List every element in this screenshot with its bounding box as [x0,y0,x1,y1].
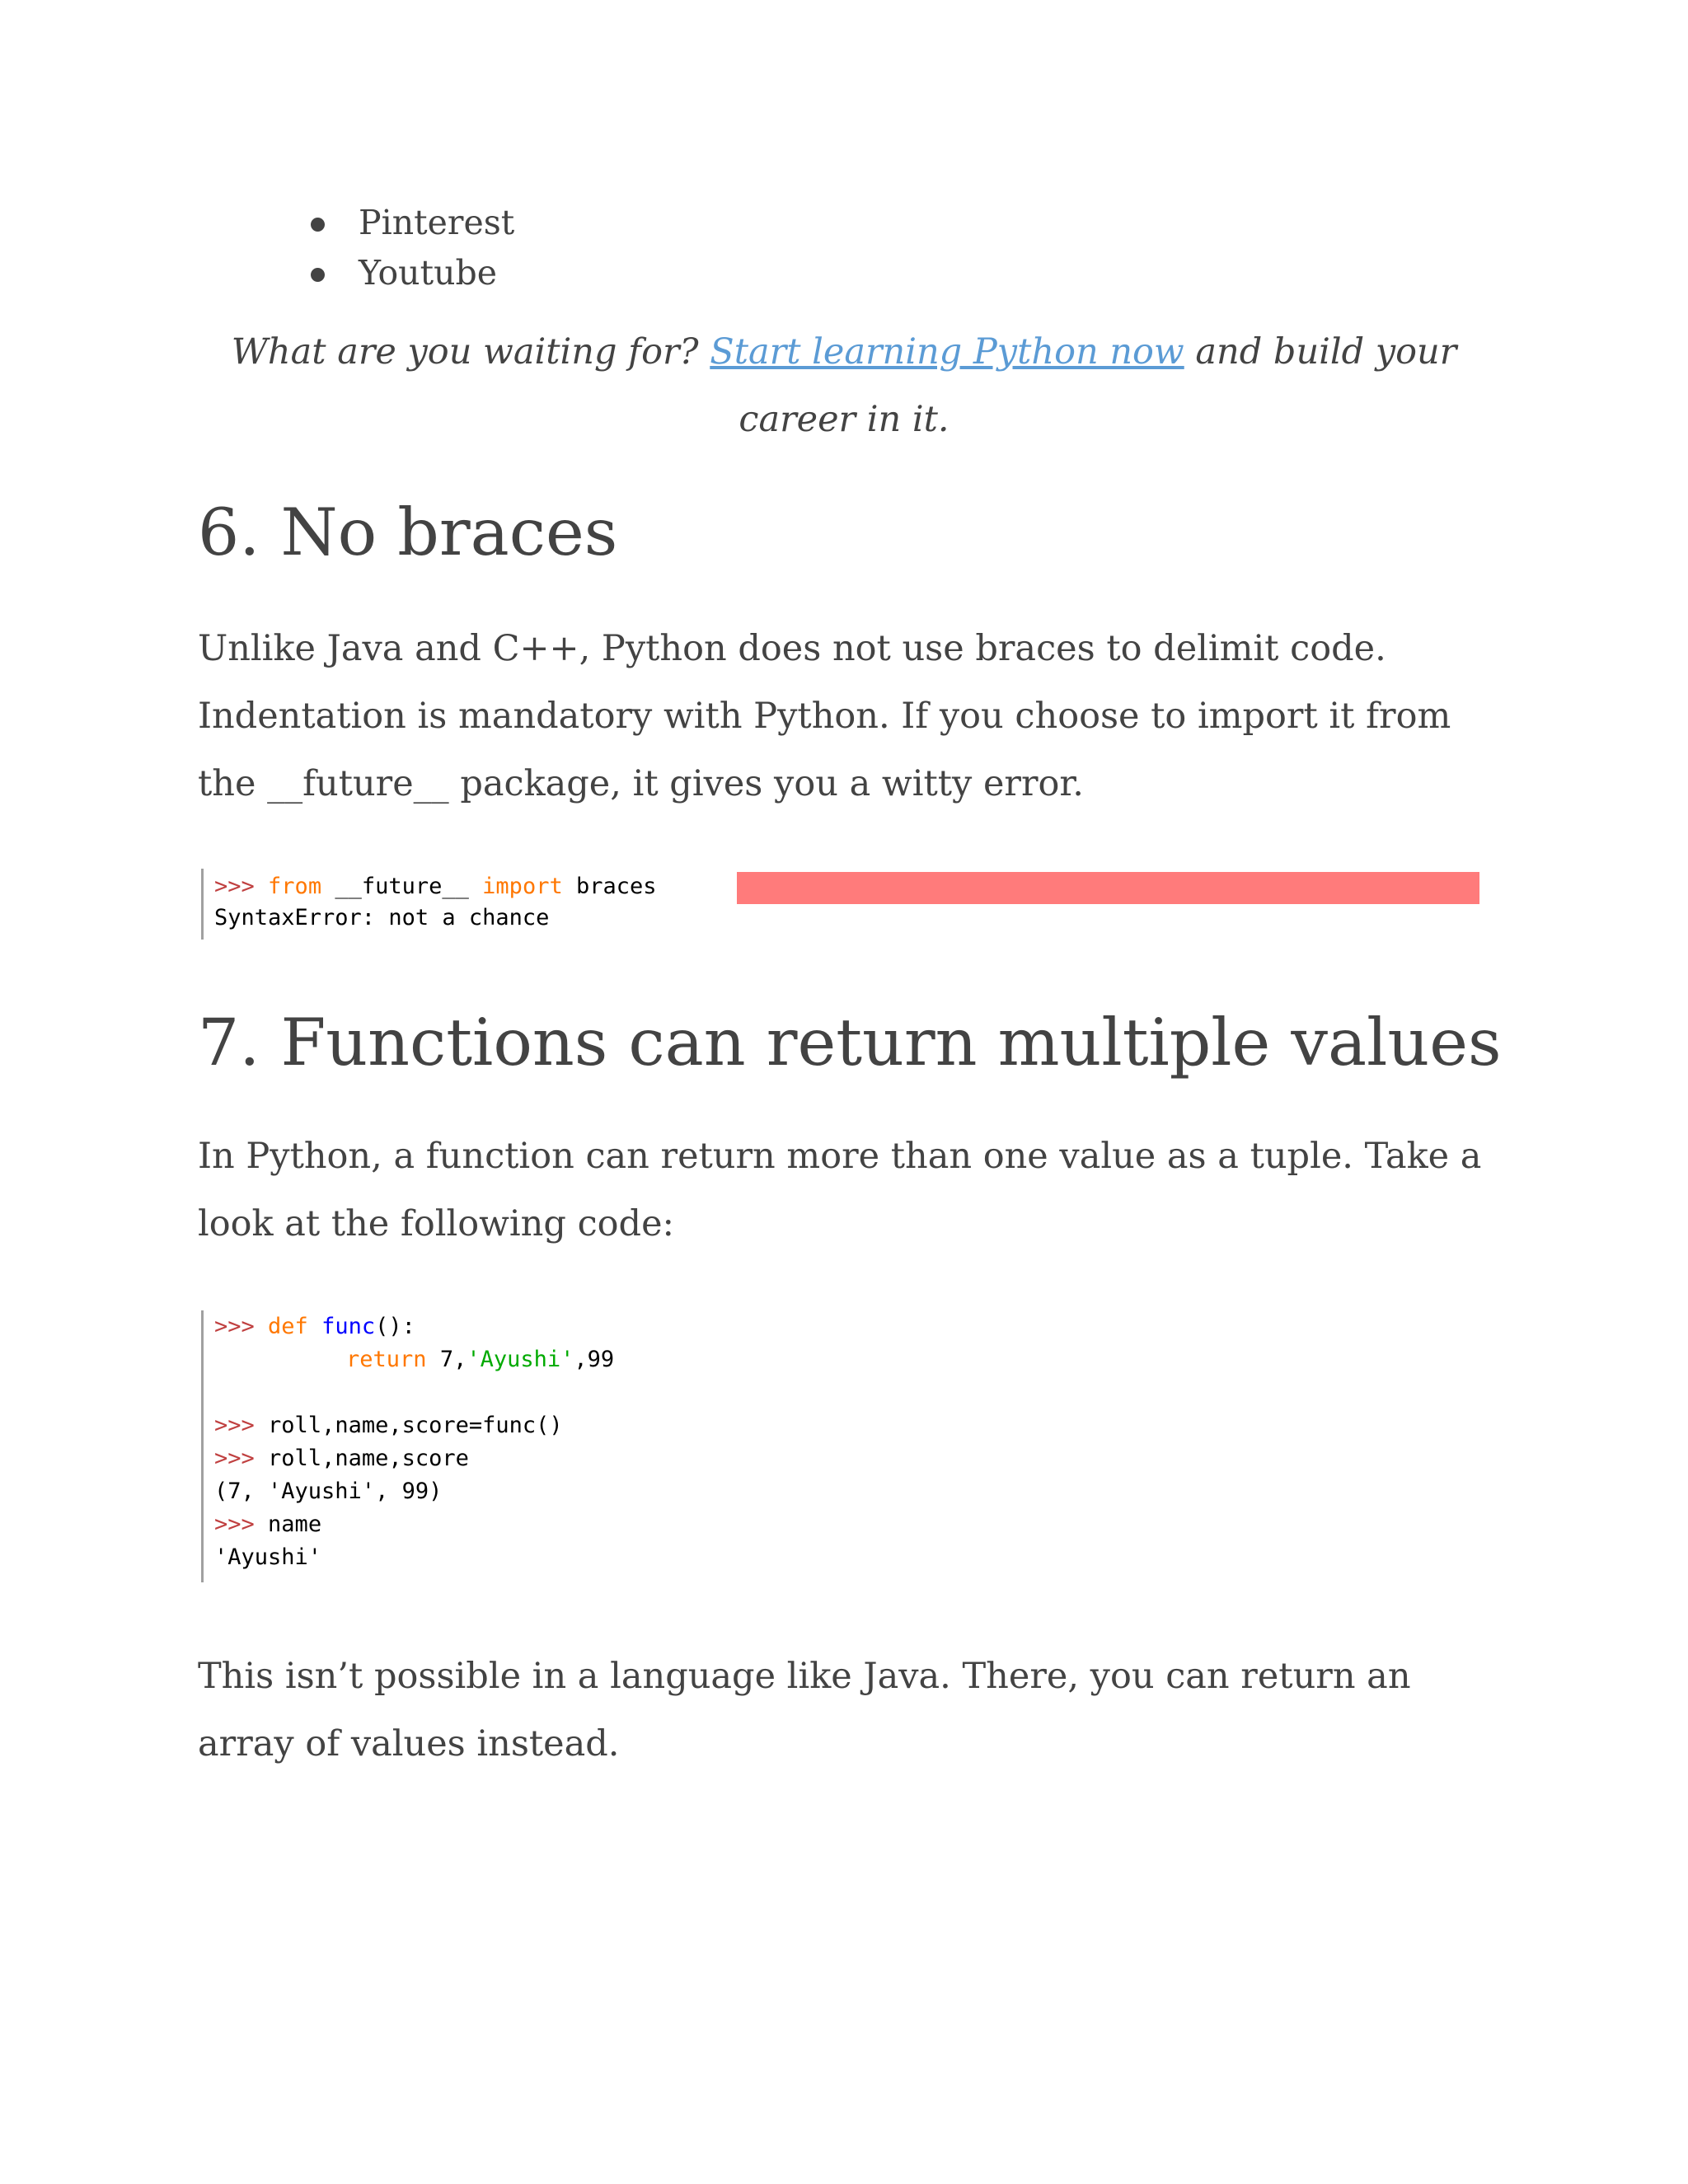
string-literal: 'Ayushi' [467,1347,574,1372]
code-screenshot [201,1310,778,1582]
statement: roll,name,score=func() [268,1413,563,1438]
section-paragraph: In Python, a function can return more than one value as a tuple. Take a look at the following code: [198,1136,1482,1244]
callout-text-end: and build your career in it. [738,331,1457,440]
prompt: >>> [214,1413,255,1438]
code-screenshot [201,869,1487,940]
module-name: __future__ [335,874,469,899]
list-item [309,198,968,248]
keyword: def [268,1314,308,1339]
prompt: >>> [214,874,255,899]
start-learning-link[interactable]: Start learning Python now [710,331,1184,373]
statement: roll,name,score [268,1446,469,1471]
code-line [214,870,657,903]
bullet-dot-icon [311,218,325,232]
code-line [214,1310,415,1343]
error-line: SyntaxError: not a chance [214,905,550,930]
punctuation: (): [375,1314,415,1339]
code-border [201,1310,204,1582]
section-heading: 7. Functions can return multiple values [198,1005,1502,1080]
statement: name [268,1511,322,1537]
output-line: (7, 'Ayushi', 99) [214,1479,443,1504]
output-line: 'Ayushi' [214,1544,322,1570]
code-line [214,1442,469,1475]
section-paragraph: Unlike Java and C++, Python does not use braces to delimit code. Indentation is mandatory with Python. If you choose to import it from the __future__ package, it gives you a witty error. [198,628,1451,804]
code-line [346,1343,614,1376]
list-item-label: Youtube [359,253,497,293]
bullet-list [309,198,968,298]
keyword: import [482,874,563,899]
callout-text: What are you waiting for? [231,331,699,373]
code-border [201,869,204,940]
list-item [309,248,968,298]
prompt: >>> [214,1511,255,1537]
prompt: >>> [214,1314,255,1339]
code-line [214,1508,321,1541]
bullet-dot-icon [311,268,325,282]
keyword: return [346,1347,427,1372]
section-heading: 6. No braces [198,494,618,570]
function-name: func [321,1314,376,1339]
highlight-bar [737,872,1479,904]
identifier: braces [575,874,657,899]
value: ,99 [574,1347,615,1372]
callout [198,318,1490,453]
list-item-label: Pinterest [359,203,515,242]
closing-paragraph: This isn’t possible in a language like Java. There, you can return an array of values instead. [198,1656,1411,1765]
keyword: from [268,874,322,899]
code-line [214,1409,563,1442]
value: 7, [439,1347,467,1372]
prompt: >>> [214,1446,255,1471]
